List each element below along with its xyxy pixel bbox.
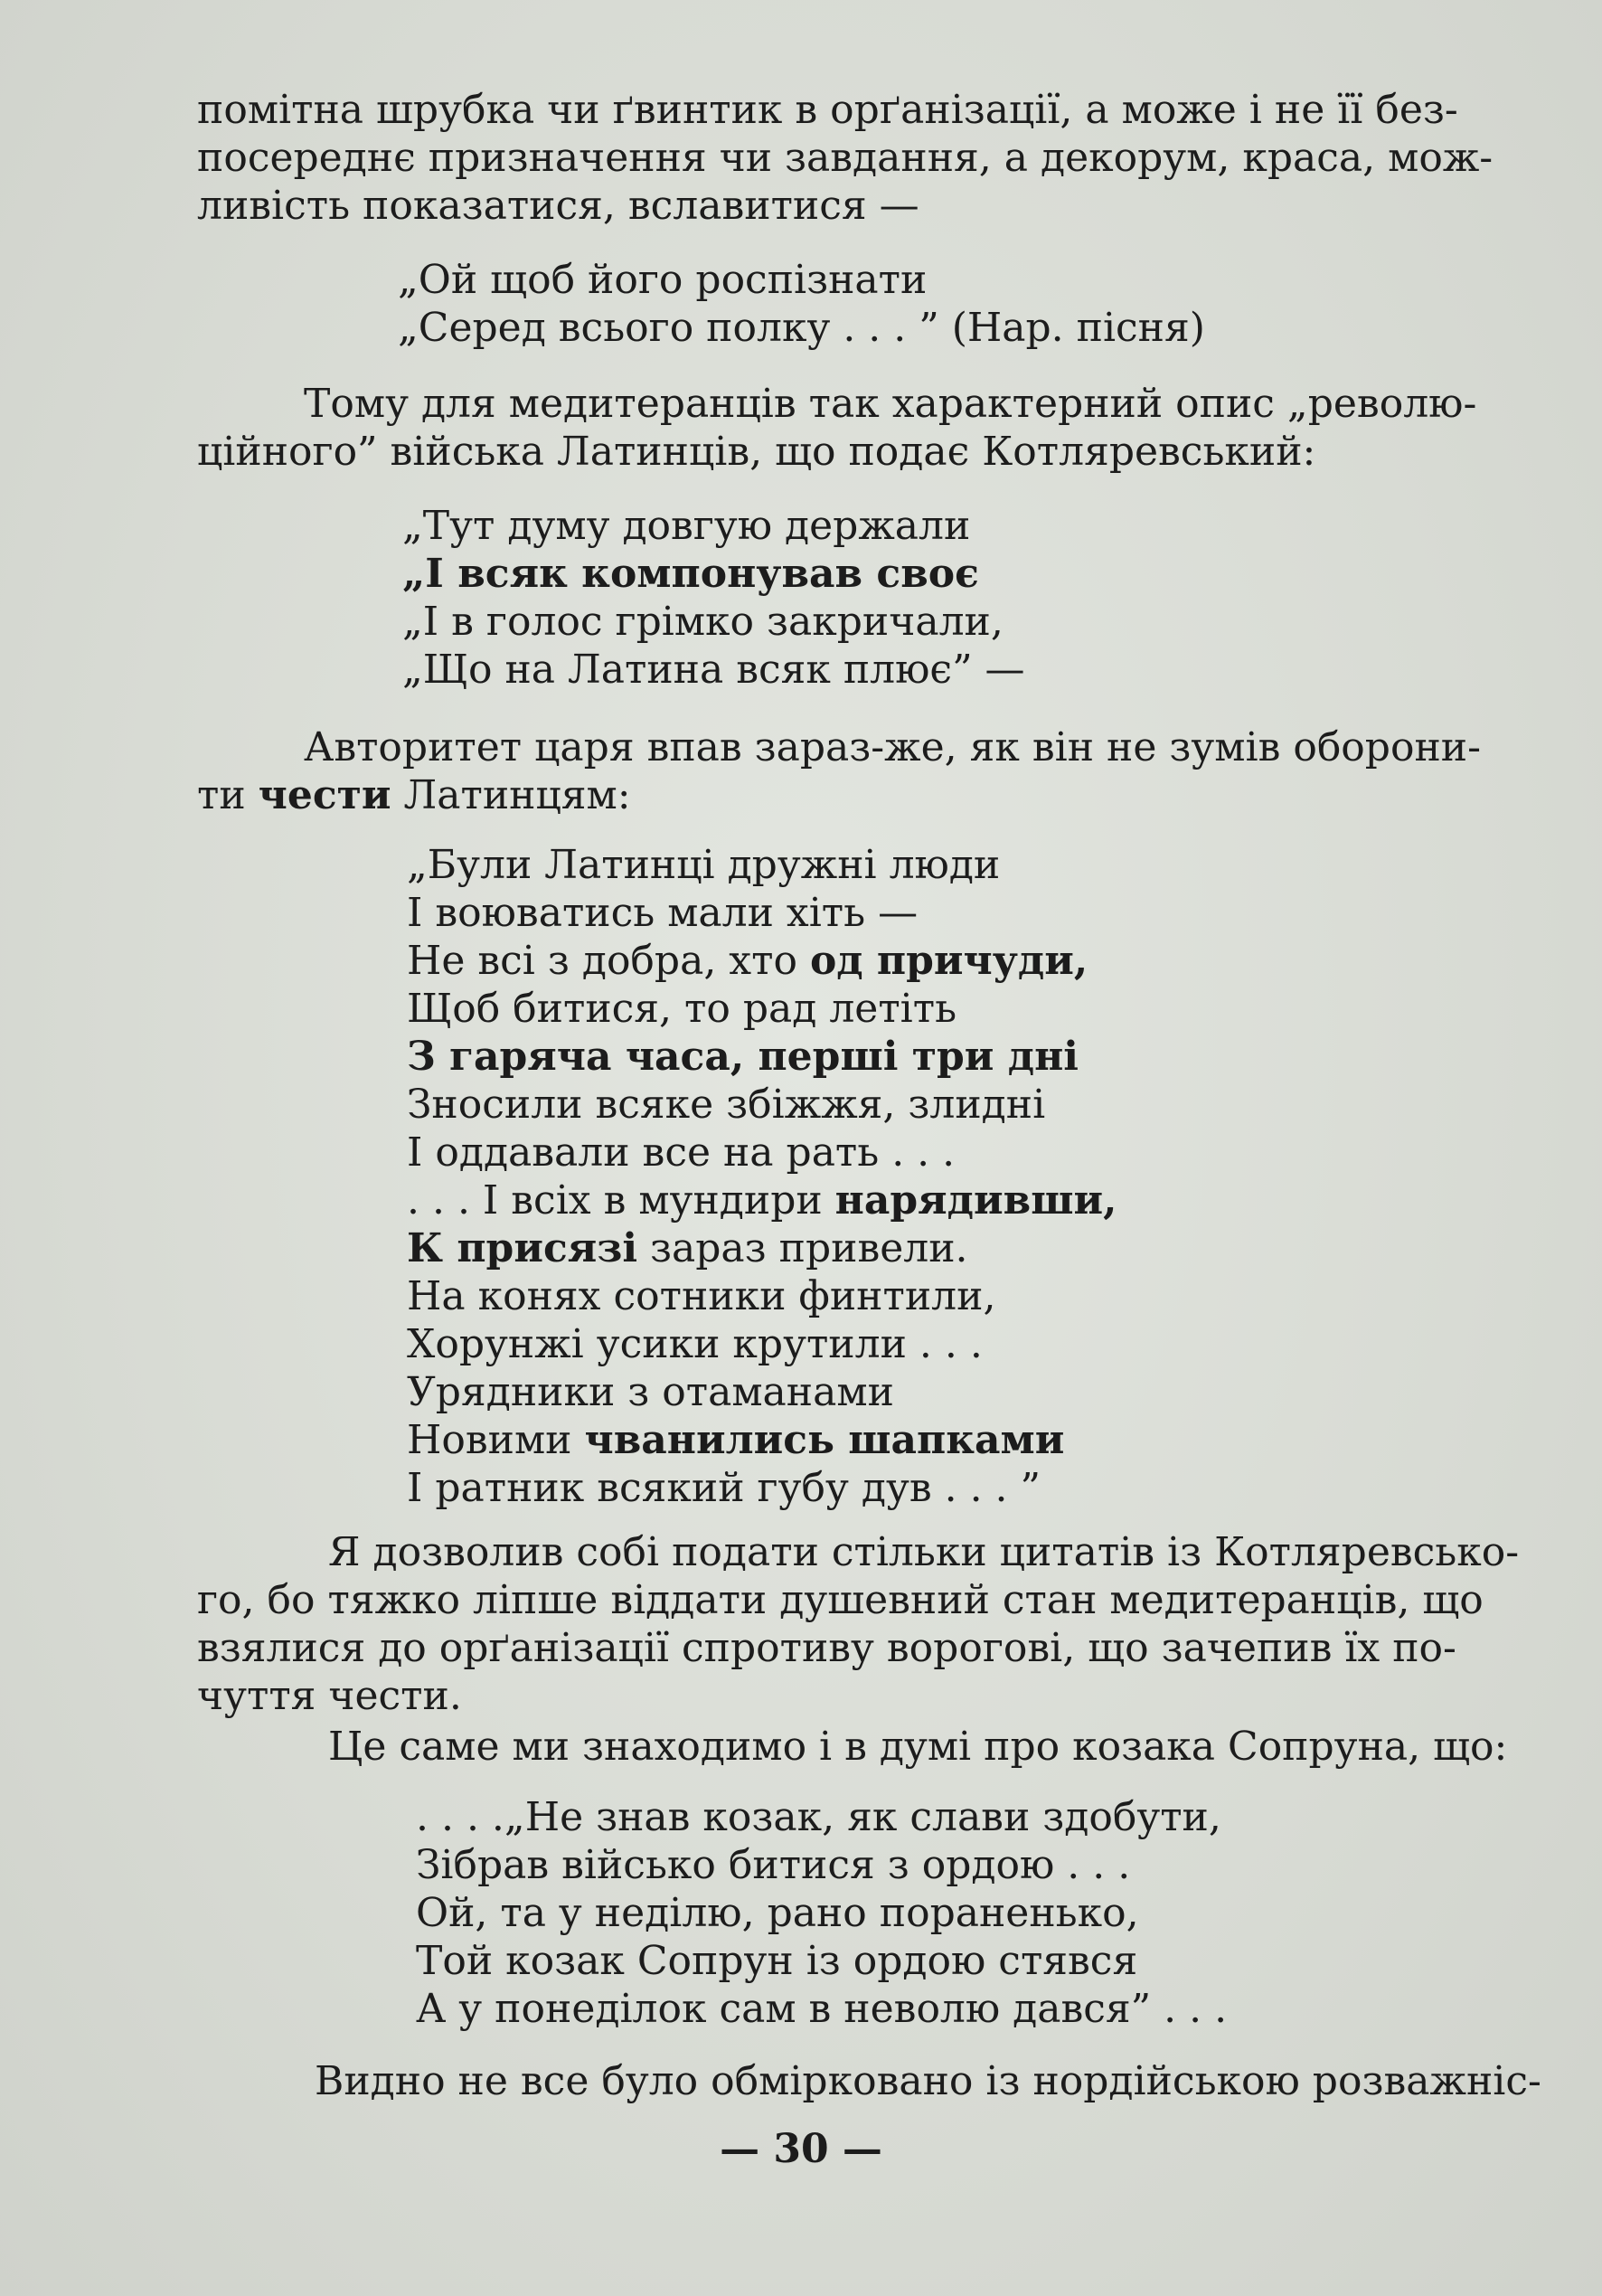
paragraph-1	[197, 86, 1571, 230]
text-run: зараз привели.	[637, 1225, 968, 1271]
bold-word: чести	[258, 772, 391, 818]
paragraph-4	[197, 1528, 1571, 1720]
verse-line: З гаряча часа, перші три дні	[407, 1034, 1079, 1080]
paragraph-4-line-3: взялися до орґанізації спротиву ворогові, що зачепив їх по-	[197, 1625, 1456, 1671]
kotliarevsky-quote-2	[407, 841, 1117, 1512]
verse-line: Урядники з отаманами	[407, 1369, 894, 1415]
verse-line: А у понеділок сам в неволю дався” . . .	[416, 1986, 1228, 2032]
bold-phrase: К присязі	[407, 1225, 638, 1271]
paragraph-3	[197, 723, 1571, 819]
paragraph-2-line-2: ційного” війська Латинців, що подає Котляревський:	[197, 429, 1316, 475]
folk-song-quote	[398, 256, 1205, 352]
text-run: . . . І всіх в мундири	[407, 1177, 835, 1224]
paragraph-6-line-1: Видно не все було обмірковано із нордійською розважніс-	[315, 2058, 1541, 2104]
verse-line	[407, 1176, 1117, 1224]
verse-line: Зібрав військо битися з ордою . . .	[416, 1842, 1131, 1888]
paragraph-5-line-1: Це саме ми знаходимо і в думі про козака Сопруна, що:	[328, 1724, 1508, 1770]
bold-phrase: чванились шапками	[584, 1417, 1065, 1463]
verse-line	[407, 937, 1117, 985]
text-run: ти	[197, 772, 259, 818]
verse-line: „Серед всього полку . . . ” (Нар. пісня)	[398, 305, 1205, 351]
sopruna-duma-quote	[416, 1793, 1227, 2033]
paragraph-3-line-2	[197, 771, 1571, 819]
page-number: — 30 —	[720, 2126, 882, 2172]
kotliarevsky-quote-1	[402, 502, 1025, 694]
paragraph-2-line-1: Тому для медитеранців так характерний опис „револю-	[304, 381, 1477, 427]
verse-line: . . . .„Не знав козак, як слави здобути,	[416, 1794, 1221, 1840]
verse-line: „Були Латинці дружні люди	[407, 842, 1001, 888]
verse-line: На конях сотники финтили,	[407, 1273, 996, 1319]
verse-line: Хорунжі усики крутили . . .	[407, 1321, 983, 1367]
paragraph-4-line-2: го, бо тяжко ліпше віддати душевний стан медитеранців, що	[197, 1577, 1484, 1623]
bold-phrase: од причуди,	[809, 938, 1088, 984]
paragraph-1-line-3: ливість показатися, вславитися —	[197, 183, 919, 229]
verse-line: І воюватись мали хіть —	[407, 890, 919, 936]
verse-line	[407, 1416, 1117, 1464]
verse-line: „І в голос грімко закричали,	[402, 599, 1004, 645]
verse-line: „Тут думу довгую держали	[402, 503, 971, 549]
verse-line: Зносили всяке збіжжя, злидні	[407, 1082, 1046, 1128]
text-run: Новими	[407, 1417, 585, 1463]
paragraph-2	[197, 380, 1571, 476]
paragraph-6	[197, 2057, 1571, 2105]
paragraph-1-line-2: посереднє призначення чи завдання, а декорум, краса, мож-	[197, 135, 1494, 181]
text-run: Не всі з добра, хто	[407, 938, 810, 984]
paragraph-4-line-4: чуття чести.	[197, 1673, 462, 1719]
verse-line: „І всяк компонував своє	[402, 551, 979, 597]
verse-line: Ой, та у неділю, рано пораненько,	[416, 1890, 1139, 1936]
verse-line	[407, 1224, 1117, 1272]
verse-line: І оддавали все на рать . . .	[407, 1129, 956, 1176]
paragraph-4-line-1: Я дозволив собі подати стільки цитатів із Котляревсько-	[328, 1529, 1520, 1575]
paragraph-1-line-1: помітна шрубка чи ґвинтик в орґанізації, а може і не її без-	[197, 87, 1458, 133]
verse-line: „Ой щоб його роспізнати	[398, 257, 928, 303]
verse-line: „Що на Латина всяк плює” —	[402, 647, 1025, 693]
verse-line: Той козак Сопрун із ордою стявся	[416, 1938, 1138, 1984]
verse-line: І ратник всякий губу дув . . . ”	[407, 1465, 1041, 1511]
verse-line: Щоб битися, то рад летіть	[407, 986, 957, 1032]
paragraph-5	[197, 1723, 1571, 1771]
paragraph-3-line-1: Авторитет царя впав зараз-же, як він не зумів оборони-	[304, 724, 1481, 770]
text-run: Латинцям:	[391, 772, 631, 818]
bold-phrase: нарядивши,	[834, 1177, 1117, 1224]
